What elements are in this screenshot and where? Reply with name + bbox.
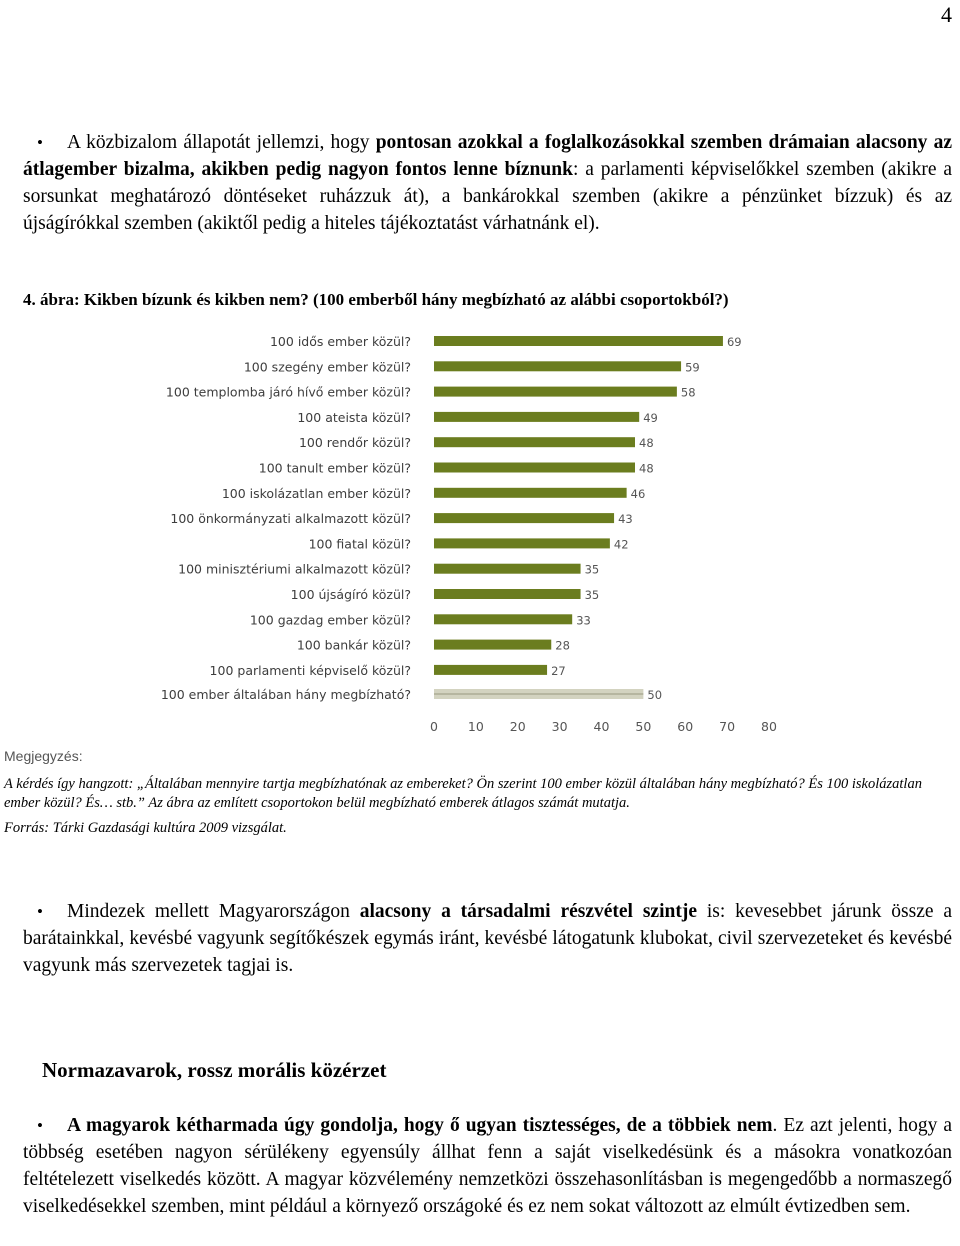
value-label: 35 (584, 562, 600, 577)
x-tick-label: 80 (761, 719, 777, 734)
bar (434, 564, 581, 574)
value-label: 48 (639, 436, 654, 451)
paragraph-emphasis: A magyarok kétharmada úgy gondolja, hogy ő ugyan tisztességes, de a többiek nem (67, 1115, 773, 1136)
category-label: 100 szegény ember közül? (243, 359, 411, 375)
bar (434, 412, 639, 422)
category-label: 100 iskolázatlan ember közül? (221, 485, 411, 501)
paragraph-text: A közbizalom állapotát jellemzi, hogy (67, 132, 376, 153)
paragraph-norms (23, 1112, 952, 1220)
x-tick-label: 20 (509, 719, 526, 734)
x-tick-label: 60 (677, 719, 694, 734)
note-heading: Megjegyzés: (4, 748, 83, 764)
bullet-icon: • (37, 133, 43, 152)
value-label: 33 (576, 613, 591, 628)
x-tick-label: 50 (635, 719, 652, 734)
bar (434, 387, 677, 397)
category-label: 100 önkormányzati alkalmazott közül? (170, 511, 411, 527)
paragraph-emphasis: pontosan azokkal a foglalkozásokkal szemben drámaian alacsony az átlagember bizalma, akikben pedig nagyon fontos lenne bíznunk (23, 132, 952, 180)
bar (434, 336, 723, 346)
category-label: 100 templomba járó hívő ember közül? (165, 384, 411, 400)
paragraph-participation (23, 898, 952, 979)
category-label: 100 ember általában hány megbízható? (160, 687, 411, 702)
bar (434, 361, 681, 371)
paragraph-public-trust (23, 129, 952, 237)
trust-bar-chart (0, 324, 960, 738)
value-label: 35 (584, 588, 600, 602)
category-label: 100 gazdag ember közül? (249, 612, 411, 628)
bar (434, 589, 581, 599)
figure-note (4, 747, 956, 838)
paragraph-emphasis: alacsony a társadalmi részvétel szintje (359, 901, 697, 922)
x-tick-label: 40 (593, 719, 610, 734)
bullet-icon: • (37, 1116, 43, 1135)
bar (434, 437, 635, 447)
bar (434, 488, 627, 498)
bar (434, 665, 547, 675)
value-label: 59 (685, 360, 700, 375)
bar (434, 538, 610, 548)
value-label: 42 (613, 537, 629, 552)
section-title: Normazavarok, rossz morális közérzet (42, 1058, 387, 1082)
category-label: 100 újságíró közül? (290, 587, 411, 602)
bar (434, 614, 572, 624)
value-label: 69 (726, 335, 742, 349)
value-label: 58 (680, 385, 696, 400)
figure-caption: 4. ábra: Kikben bízunk és kikben nem? (100 emberből hány megbízható az alábbi csoportokból?) (23, 290, 729, 309)
paragraph-text: : a parlamenti képviselőkkel szemben (akikre a sorsunkat meghatározó döntéseket ruházzuk át), a bankárokkal szemben (akikre a pénzünket bízzuk) és az újságírókkal szemben (akiktől pedig a hiteles tájékoztatást várhatnánk el). (23, 159, 952, 234)
paragraph-text: Mindezek mellett Magyarországon (67, 901, 360, 922)
value-label: 48 (639, 461, 654, 476)
category-label: 100 minisztériumi alkalmazott közül? (178, 561, 411, 577)
category-label: 100 tanult ember közül? (258, 460, 411, 476)
x-tick-label: 0 (430, 719, 438, 734)
value-label: 50 (647, 688, 663, 702)
value-label: 28 (555, 638, 570, 653)
category-label: 100 ateista közül? (297, 409, 411, 425)
value-label: 49 (643, 410, 658, 425)
category-label: 100 parlamenti képviselő közül? (209, 662, 411, 678)
x-tick-label: 30 (551, 719, 568, 734)
x-tick-label: 70 (719, 719, 736, 734)
category-label: 100 fiatal közül? (308, 536, 411, 552)
page-number: 4 (941, 2, 952, 27)
value-label: 43 (618, 512, 633, 527)
paragraph-text: is: kevesebbet járunk össze a barátainkkal, kevésbé vagyunk segítőkészek egymás iránt, kevésbé látogatunk klubokat, civil szervezeteket és kevésbé vagyunk más szervezetek tagjai is. (23, 901, 953, 976)
note-source: Forrás: Tárki Gazdasági kultúra 2009 vizsgálat. (4, 820, 287, 836)
category-label: 100 bankár közül? (296, 637, 411, 653)
value-label: 46 (630, 486, 646, 501)
note-text: A kérdés így hangzott: „Általában mennyire tartja megbízhatónak az embereket? Ön szerint 100 ember közül általában hány megbízható? És 100 iskolázatlan ember közül? És… stb.” Az ábra az említett csoportokon belül megbízható emberek átlagos számát mutatja. (4, 776, 922, 811)
bar (434, 513, 614, 523)
bullet-icon: • (37, 902, 43, 921)
bar (434, 640, 551, 650)
bar (434, 463, 635, 473)
category-label: 100 rendőr közül? (298, 435, 411, 451)
value-label: 27 (551, 663, 566, 678)
category-label: 100 idős ember közül? (269, 334, 411, 349)
paragraph-text: . Ez azt jelenti, hogy a többség esetében nagyon sérülékeny egyensúly állhat fenn a saját viselkedésünk és a másokra vonatkozóan feltételezett viselkedés között. A magyar közvélemény nemzetközi összehasonlításban is megengedőbb a normaszegő viselkedésekkel szemben, mint például a környező országoké és ez nem sokat változott az elmúlt évtizedben sem. (23, 1115, 952, 1217)
x-tick-label: 10 (467, 719, 484, 734)
